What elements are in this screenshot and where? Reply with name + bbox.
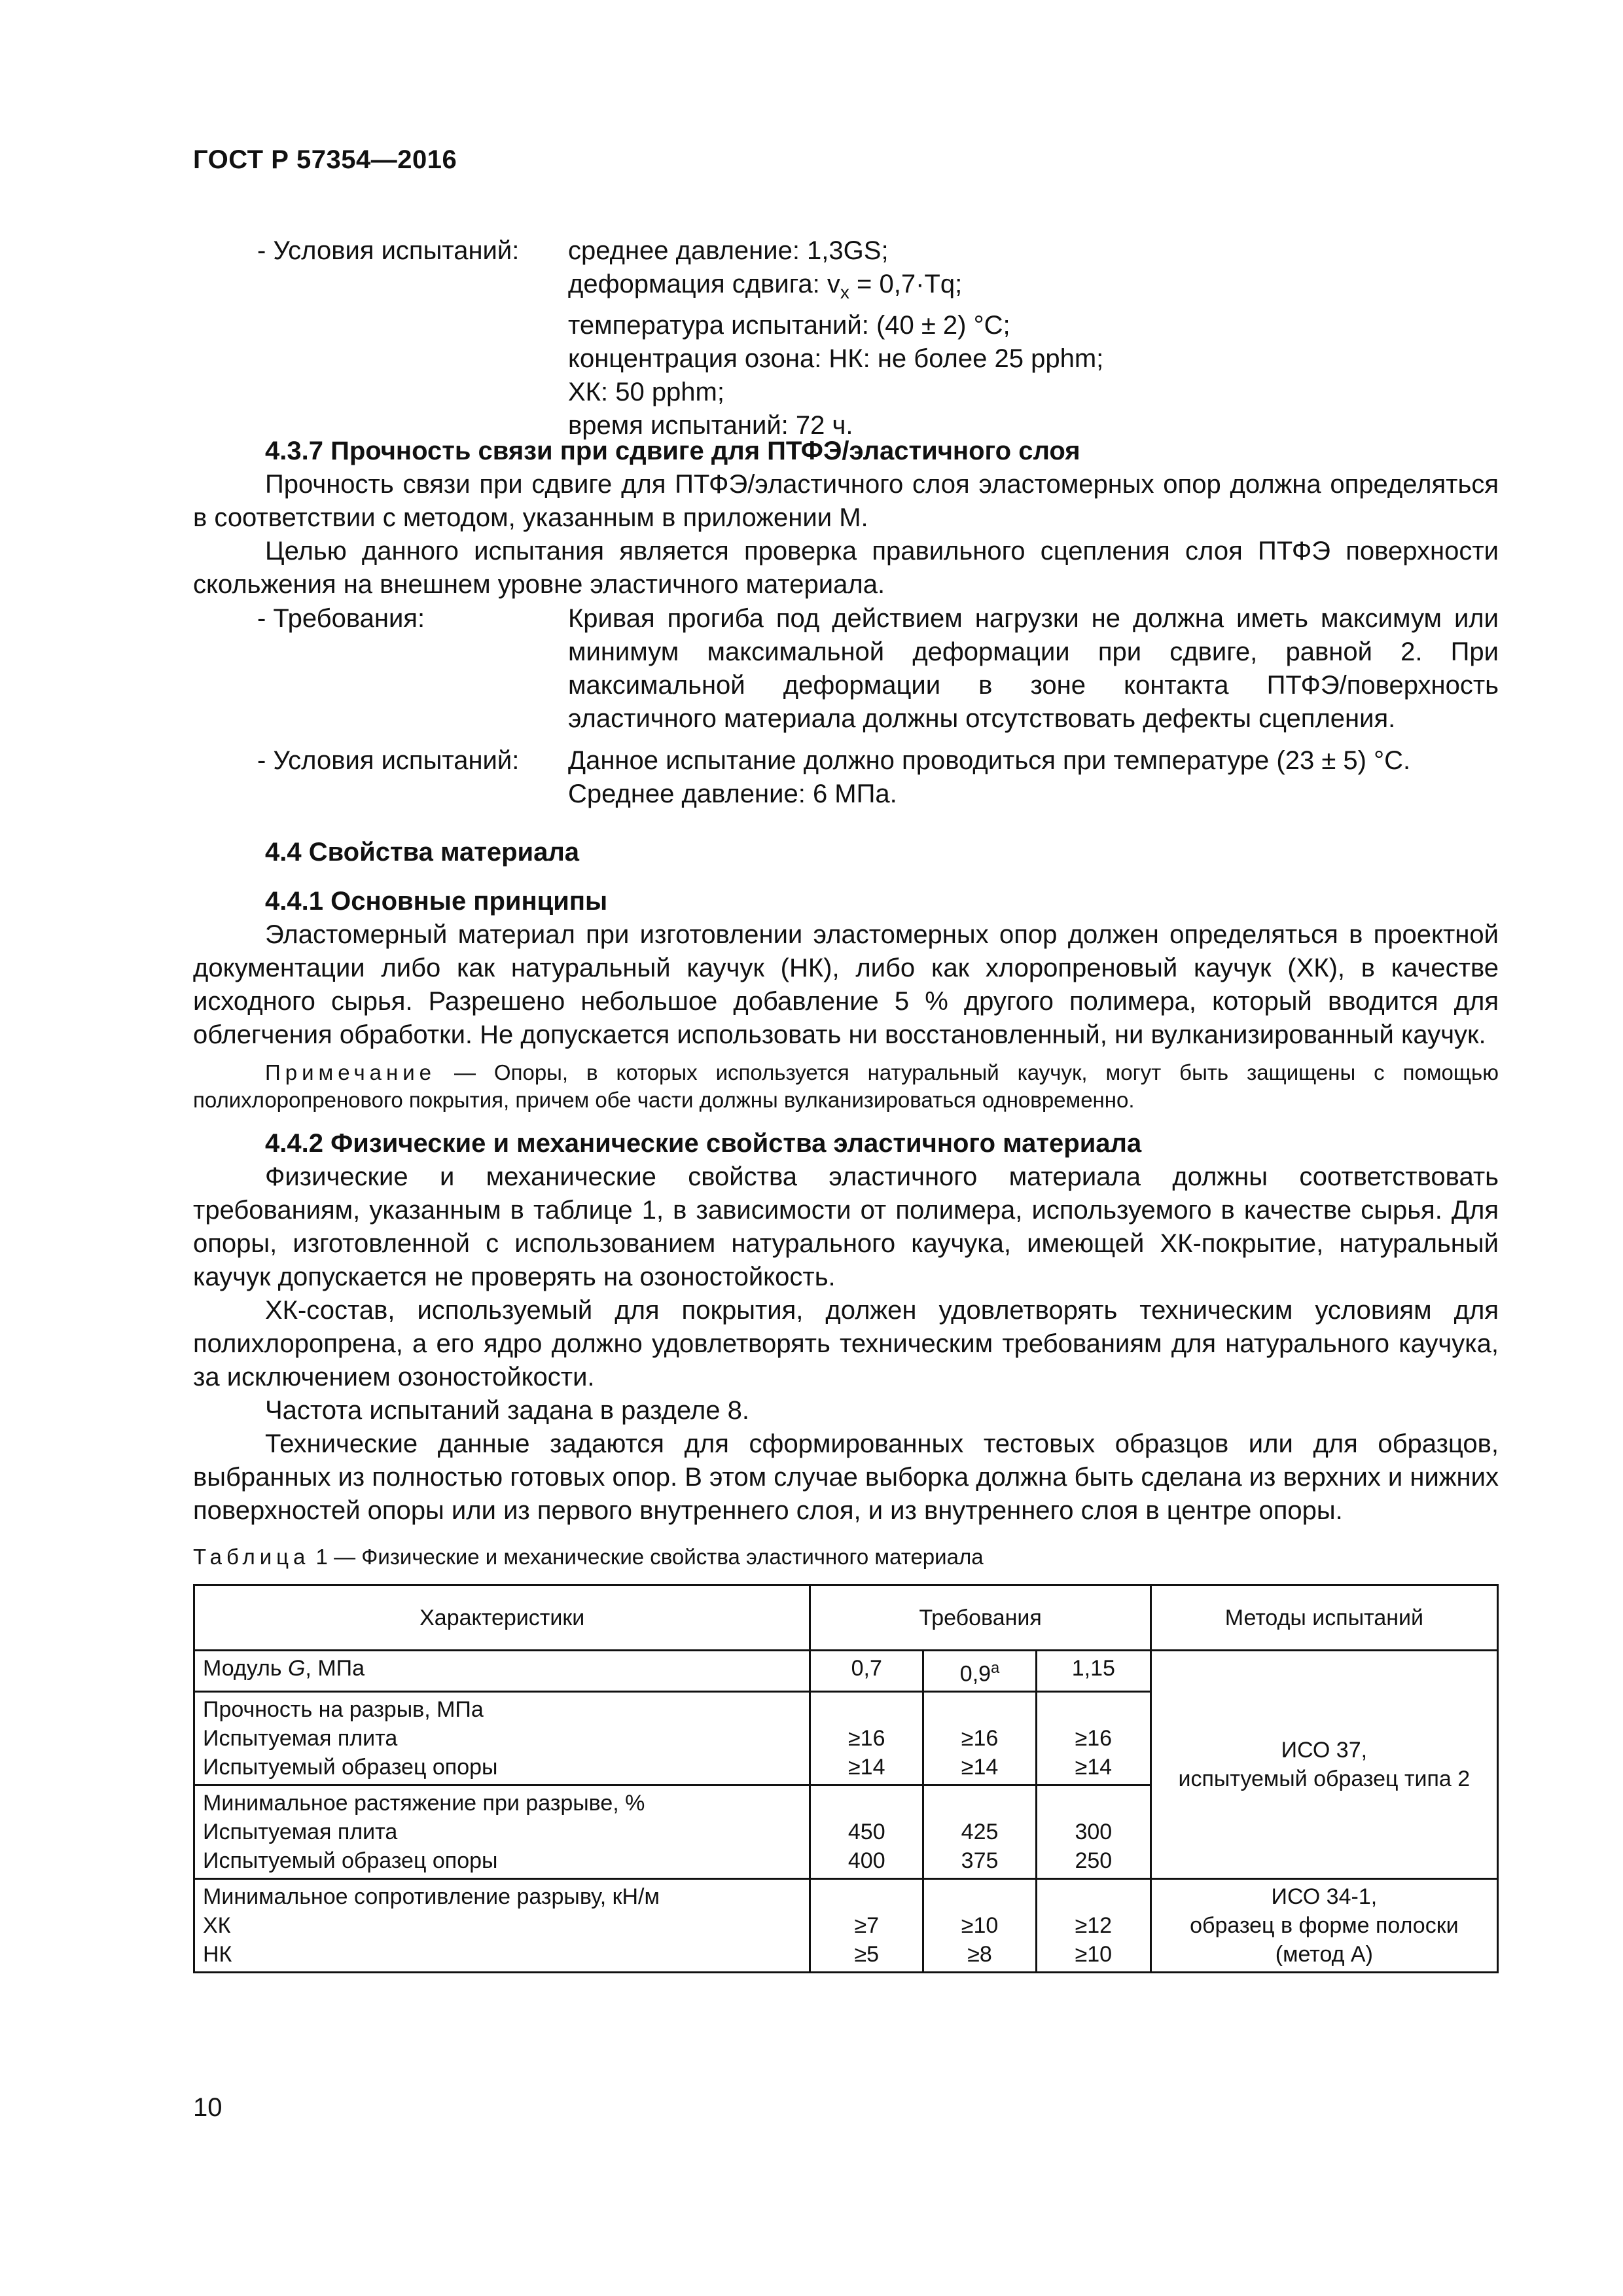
method-iso-34-1: ИСО 34-1, образец в форме полоски (метод А) — [1150, 1879, 1497, 1973]
table-caption-text: 1 — Физические и механические свойства эластичного материала — [310, 1545, 984, 1569]
note — [193, 1059, 1499, 1114]
conditions-2-label: - Условия испытаний: — [257, 746, 520, 775]
section-4-3-7-paragraph-2: Целью данного испытания является проверка правильного сцепления слоя ПТФЭ поверхности скольжения на внешнем уровне эластичного материала. — [193, 537, 1499, 599]
section-4-4-2-paragraph-3: Частота испытаний задана в разделе 8. — [265, 1396, 749, 1425]
condition-temperature: температура испытаний: (40 ± 2) °С; — [568, 311, 1010, 340]
note-text: — Опоры, в которых используется натуральный каучук, могут быть защищены с помощью полихлоропренового покрытия, причем обе части должны вулканизироваться одновременно. — [193, 1060, 1499, 1112]
conditions-label: - Условия испытаний: — [257, 236, 520, 265]
requirements-text: Кривая прогиба под действием нагрузки не должна иметь максимум или минимум максимальной деформации при сдвиге, равной 2. При максимальной деформации в зоне контакта ПТФЭ/поверхность эластичного материала должны отсутствовать дефекты сцепления. — [568, 604, 1499, 733]
table-row — [194, 1651, 1498, 1692]
condition-pressure: среднее давление: 1,3GS; — [568, 236, 889, 265]
condition-ozone-hk: ХК: 50 pphm; — [568, 378, 724, 406]
table-caption-label: Таблица — [193, 1545, 310, 1569]
row-tear-v3: ≥12 ≥10 — [1036, 1879, 1150, 1973]
row-modulus-v3: 1,15 — [1036, 1651, 1150, 1692]
row-modulus-v1: 0,7 — [810, 1651, 923, 1692]
table-row — [194, 1879, 1498, 1973]
section-4-3-7-paragraph-1: Прочность связи при сдвиге для ПТФЭ/эластичного слоя эластомерных опор должна определяться в соответствии с методом, указанным в приложении М. — [193, 470, 1499, 532]
method-iso-37: ИСО 37, испытуемый образец типа 2 — [1150, 1651, 1497, 1879]
table-caption — [193, 1543, 984, 1571]
condition-deformation: деформация сдвига: $v_x = 0,7\cdot Tq$; — [568, 270, 963, 302]
document-header: ГОСТ Р 57354—2016 — [193, 145, 457, 174]
section-4-4-2-paragraph-1: Физические и механические свойства эластичного материала должны соответствовать требованиям, указанным в таблице 1, в зависимости от полимера, используемого в качестве сырья. Для опоры, изготовленной с использованием натурального каучука, имеющей ХК-покрытие, натуральный каучук допускается не проверять на озоностойкость. — [193, 1162, 1499, 1291]
section-4-4-1-title: 4.4.1 Основные принципы — [265, 887, 608, 916]
row-elongation-v3: 300 250 — [1036, 1785, 1150, 1879]
footnote-a: а — [991, 1659, 1000, 1677]
conditions-2-line-1: Данное испытание должно проводиться при температуре (23 ± 5) °С. — [568, 746, 1411, 775]
row-tear-v1: ≥7 ≥5 — [810, 1879, 923, 1973]
row-tensile-name: Прочность на разрыв, МПа Испытуемая плита Испытуемый образец опоры — [194, 1692, 810, 1785]
row-tensile-v2: ≥16 ≥14 — [923, 1692, 1037, 1785]
conditions-2-line-2: Среднее давление: 6 МПа. — [568, 780, 897, 808]
section-4-4-2-title: 4.4.2 Физические и механические свойства эластичного материала — [265, 1129, 1142, 1158]
row-modulus-v2: $0,9^а$ — [923, 1651, 1037, 1692]
section-4-4-2-paragraph-4: Технические данные задаются для сформированных тестовых образцов или для образцов, выбранных из полностью готовых опор. В этом случае выборка должна быть сделана из верхних и нижних поверхностей опоры или из первого внутреннего слоя, и из внутреннего слоя в центре опоры. — [193, 1429, 1499, 1525]
row-elongation-name: Минимальное растяжение при разрыве, % Испытуемая плита Испытуемый образец опоры — [194, 1785, 810, 1879]
row-tensile-v3: ≥16 ≥14 — [1036, 1692, 1150, 1785]
row-elongation-v1: 450 400 — [810, 1785, 923, 1879]
condition-time: время испытаний: 72 ч. — [568, 411, 853, 440]
row-tear-v2: ≥10 ≥8 — [923, 1879, 1037, 1973]
row-elongation-v2: 425 375 — [923, 1785, 1037, 1879]
row-modulus-name: Модуль G, МПа — [194, 1651, 810, 1692]
condition-ozone: концентрация озона: НК: не более 25 pphm; — [568, 344, 1104, 373]
note-label: Примечание — [265, 1060, 437, 1085]
conditions-list — [568, 234, 1103, 442]
page-number: 10 — [193, 2093, 223, 2122]
header-methods: Методы испытаний — [1150, 1585, 1497, 1651]
table-header-row — [194, 1585, 1498, 1651]
conditions-2-text — [568, 744, 1410, 811]
requirements-label: - Требования: — [257, 604, 425, 633]
header-requirements: Требования — [810, 1585, 1150, 1651]
section-4-4-title: 4.4 Свойства материала — [265, 838, 580, 867]
row-tear-name: Минимальное сопротивление разрыву, кН/м ХК НК — [194, 1879, 810, 1973]
section-4-3-7-title: 4.3.7 Прочность связи при сдвиге для ПТФЭ/эластичного слоя — [265, 437, 1080, 465]
section-4-4-2-paragraph-2: ХК-состав, используемый для покрытия, должен удовлетворять техническим условиям для полихлоропрена, а его ядро должно удовлетворять техническим требованиям для натурального каучука, за исключением озоностойкости. — [193, 1296, 1499, 1391]
header-characteristics: Характеристики — [194, 1585, 810, 1651]
row-tensile-v1: ≥16 ≥14 — [810, 1692, 923, 1785]
properties-table — [193, 1584, 1499, 1973]
section-4-4-1-paragraph: Эластомерный материал при изготовлении эластомерных опор должен определяться в проектной документации либо как натуральный каучук (НК), либо как хлоропреновый каучук (ХК), в качестве исходного сырья. Разрешено небольшое добавление 5 % другого полимера, который вводится для облегчения обработки. Не допускается использовать ни восстановленный, ни вулканизированный каучук. — [193, 920, 1499, 1049]
